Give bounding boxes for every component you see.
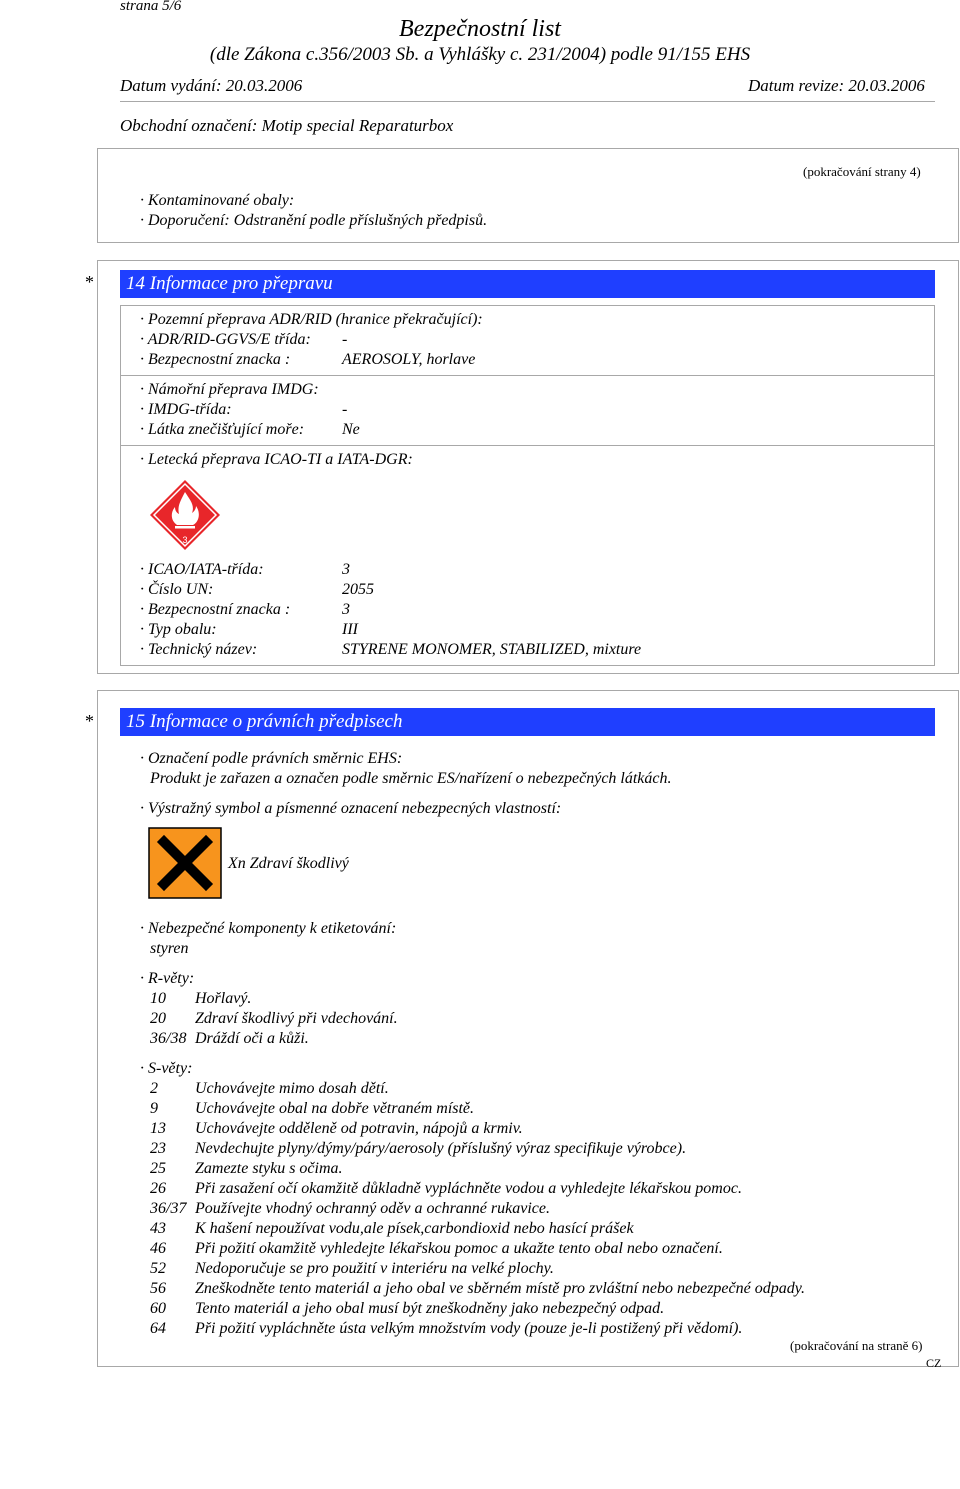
phrase-code: 13	[150, 1120, 166, 1137]
phrase-text: Tento materiál a jeho obal musí být zneškodněny jako nebezpečný odpad.	[195, 1300, 665, 1317]
phrase-code: 9	[150, 1100, 158, 1117]
phrase-text: Hořlavý.	[195, 990, 252, 1007]
page-number: strana 5/6	[120, 0, 182, 14]
document-title: Bezpečnostní list	[399, 16, 561, 42]
phrase-text: Dráždí oči a kůži.	[195, 1030, 309, 1047]
divider-land-sea	[120, 375, 935, 376]
air-sign-value: 3	[342, 601, 350, 618]
packing-group-label: · Typ obalu:	[140, 621, 217, 638]
flammable-class3-icon	[148, 478, 222, 552]
revision-date: Datum revize: 20.03.2006	[748, 76, 925, 95]
adr-sign-value: AEROSOLY, horlave	[342, 351, 476, 368]
language-code: CZ	[926, 1356, 942, 1370]
s-phrases-label: · S-věty:	[140, 1060, 193, 1077]
phrase-text: Uchovávejte obal na dobře větraném místě.	[195, 1100, 475, 1117]
phrase-code: 60	[150, 1300, 166, 1317]
recommendation-label: · Doporučení:	[140, 212, 230, 229]
placard-number: 3	[182, 535, 188, 545]
imdg-class-label: · IMDG-třída:	[140, 401, 232, 418]
phrase-code: 10	[150, 990, 166, 1007]
land-transport-title: · Pozemní přeprava ADR/RID (hranice překračující):	[140, 311, 483, 328]
continued-from: (pokračování strany 4)	[803, 164, 921, 179]
phrase-text: Používejte vhodný ochranný oděv a ochranné rukavice.	[195, 1200, 550, 1217]
adr-sign-label: · Bezpecnostní znacka :	[140, 351, 291, 368]
phrase-code: 23	[150, 1140, 166, 1157]
change-marker-14: *	[85, 272, 94, 292]
adr-class-value: -	[342, 331, 348, 348]
ehs-text: Produkt je zařazen a označen podle směrnic ES/nařízení o nebezpečných látkách.	[150, 770, 672, 787]
phrase-code: 43	[150, 1220, 166, 1237]
phrase-code: 56	[150, 1280, 166, 1297]
icao-class-label: · ICAO/IATA-třída:	[140, 561, 264, 578]
phrase-text: Uchovávejte mimo dosah dětí.	[195, 1080, 389, 1097]
recommendation-line	[140, 212, 487, 230]
phrase-text: Při požití vypláchněte ústa velkým množstvím vody (pouze je-li postižený při vědomí).	[195, 1320, 743, 1337]
document-subtitle: (dle Zákona c.356/2003 Sb. a Vyhlášky c. 231/2004) podle 91/155 EHS	[209, 44, 751, 65]
phrase-code: 64	[150, 1320, 166, 1337]
technical-name-label: · Technický název:	[140, 641, 258, 658]
air-sign-label: · Bezpecnostní znacka :	[140, 601, 291, 618]
un-number-value: 2055	[342, 581, 374, 598]
phrase-text: Nedoporučuje se pro použití v interiéru na velké plochy.	[195, 1260, 554, 1277]
section15-heading: 15 Informace o právních předpisech	[120, 708, 935, 736]
components-label: · Nebezpečné komponenty k etiketování:	[140, 920, 397, 937]
section14-heading: 14 Informace pro přepravu	[120, 270, 935, 298]
hazard-symbol-label: · Výstražný symbol a písmenné oznacení nebezpecných vlastností:	[140, 800, 562, 817]
phrase-code: 2	[150, 1080, 158, 1097]
sea-transport-title: · Námořní přeprava IMDG:	[140, 381, 319, 398]
header-divider	[120, 101, 935, 102]
phrase-code: 46	[150, 1240, 166, 1257]
issue-date: Datum vydání: 20.03.2006	[120, 76, 303, 95]
phrase-code: 36/37	[150, 1200, 187, 1217]
continued-to: (pokračování na straně 6)	[790, 1338, 923, 1353]
phrase-code: 52	[150, 1260, 166, 1277]
phrase-text: Zdraví škodlivý při vdechování.	[195, 1010, 398, 1027]
phrase-text: Zneškodněte tento materiál a jeho obal ve sběrném místě pro zvláštní nebo nebezpečné odpady.	[195, 1280, 805, 1297]
phrase-code: 36/38	[150, 1030, 187, 1047]
phrase-text: Nevdechujte plyny/dýmy/páry/aerosoly (příslušný výraz specifikuje výrobce).	[195, 1140, 687, 1157]
phrase-code: 25	[150, 1160, 166, 1177]
phrase-text: Uchovávejte odděleně od potravin, nápojů a krmiv.	[195, 1120, 523, 1137]
phrase-code: 20	[150, 1010, 166, 1027]
marine-pollutant-value: Ne	[342, 421, 360, 438]
components-value: styren	[150, 940, 189, 957]
phrase-text: Při zasažení očí okamžitě důkladně vypláchněte vodou a vyhledejte lékařskou pomoc.	[195, 1180, 742, 1197]
phrase-text: Při požití okamžitě vyhledejte lékařskou pomoc a ukažte tento obal nebo označení.	[195, 1240, 723, 1257]
phrase-text: Zamezte styku s očima.	[195, 1160, 343, 1177]
air-transport-title: · Letecká přeprava ICAO-TI a IATA-DGR:	[140, 451, 413, 468]
trade-name: Obchodní označení: Motip special Reparaturbox	[120, 116, 454, 135]
harmful-xn-icon	[148, 827, 222, 899]
un-number-label: · Číslo UN:	[140, 581, 214, 598]
imdg-class-value: -	[342, 401, 348, 418]
ehs-label: · Označení podle právních směrnic EHS:	[140, 750, 403, 767]
adr-class-label: · ADR/RID-GGVS/E třída:	[140, 331, 311, 348]
divider-sea-air	[120, 445, 935, 446]
r-phrases-label: · R-věty:	[140, 970, 195, 987]
icao-class-value: 3	[342, 561, 350, 578]
change-marker-15: *	[85, 711, 94, 731]
technical-name-value: STYRENE MONOMER, STABILIZED, mixture	[342, 641, 642, 658]
recommendation-value: Odstranění podle příslušných předpisů.	[229, 212, 488, 229]
marine-pollutant-label: · Látka znečišťující moře:	[140, 421, 305, 438]
contaminated-packaging-label: · Kontaminované obaly:	[140, 192, 295, 209]
hazard-symbol-text: Xn Zdraví škodlivý	[228, 855, 349, 872]
packing-group-value: III	[342, 621, 358, 638]
phrase-text: K hašení nepoužívat vodu,ale písek,carbondioxid nebo hasící prášek	[195, 1220, 634, 1237]
phrase-code: 26	[150, 1180, 166, 1197]
